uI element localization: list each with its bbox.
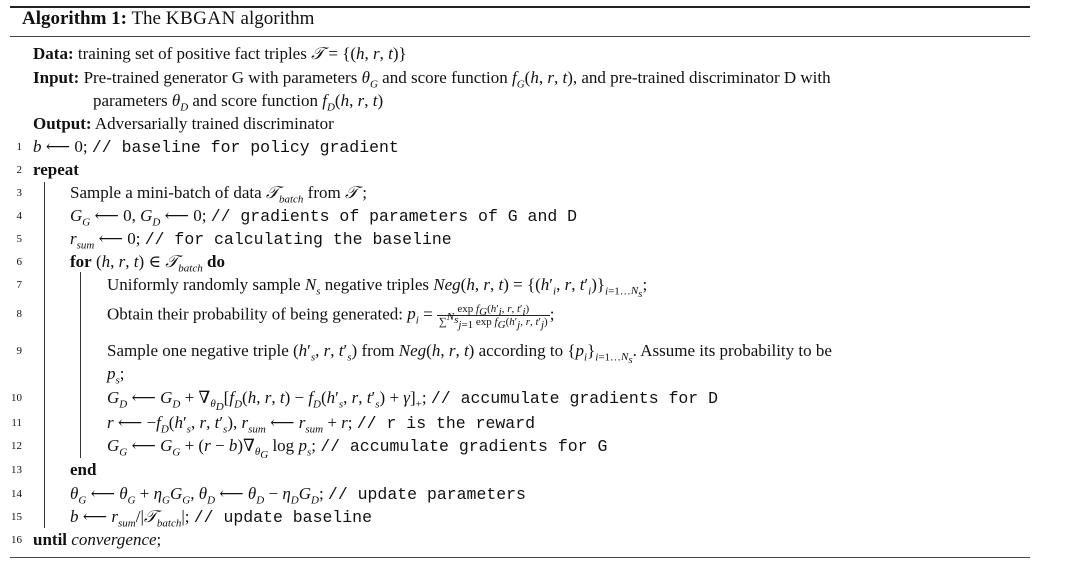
line-number: 9 [16, 345, 22, 357]
sample-one-text: Sample one negative triple [107, 341, 289, 360]
title-rule [10, 36, 1030, 37]
input-text-1c: , and pre-trained discriminator D with [572, 68, 831, 87]
algorithm-title [22, 8, 314, 30]
output-text: Adversarially trained discriminator [94, 114, 334, 133]
according-to-text: according to [478, 341, 564, 360]
input-text-2a: parameters [93, 91, 168, 110]
algo-line-14: $\theta_G$ ⟵ $\theta_G + \eta_GG_G$, $\theta_D$ ⟵ $\theta_D - \eta_DG_D$; // update parameters [70, 484, 526, 507]
for-keyword: for [70, 252, 92, 271]
algo-line-1: b ⟵ 0; // baseline for policy gradient [33, 137, 399, 157]
repeat-keyword: repeat [33, 160, 79, 179]
title-suffix: algorithm [240, 8, 315, 29]
algorithm-label: Algorithm 1: [22, 8, 128, 29]
line-number: 2 [16, 164, 22, 176]
line-number: 6 [16, 256, 22, 268]
algo-line-5: $r_{sum}$ ⟵ 0; // for calculating the baseline [70, 229, 452, 252]
repeat-block-bar [44, 182, 45, 528]
data-line: Data: training set of positive fact triples 𝒯 = {(h, r, t)} [33, 44, 407, 64]
bottom-rule [10, 557, 1030, 558]
comment-accumulate-g: // accumulate gradients for G [320, 437, 608, 456]
input-keyword: Input: [33, 68, 80, 87]
line-number: 11 [11, 417, 22, 429]
line-number: 4 [16, 210, 22, 222]
algo-line-9-cont: $p_s$; [107, 364, 125, 387]
algo-line-2 [33, 160, 79, 180]
data-text: training set of positive fact triples [77, 44, 307, 63]
line-number: 16 [11, 534, 22, 546]
assume-prob-text: . Assume its probability to be [632, 341, 832, 360]
probability-fraction: $\frac{\exp f_G(h'_i, r, t'_i)}{\sum^{N_s}_{j=1} \exp f_G(h'_j, r, t'_j)}$ [438, 303, 548, 332]
algo-line-3: Sample a mini-batch of data 𝒯$_{batch}$ from 𝒯 ; [70, 183, 367, 206]
line-number: 3 [16, 187, 22, 199]
algo-line-8: Obtain their probability of being generated: $p_i$ = $\frac{\exp f_G(h'_i, r, t'_i)}{\sum^{N_s}_{j=1} \exp f_G(h'_j, r, t'_j)}$ ; [107, 303, 555, 332]
uniform-sample-text: Uniformly randomly sample [107, 275, 301, 294]
comment-gradients: // gradients of parameters of G and D [210, 207, 578, 226]
input-text-1a: Pre-trained generator G with parameters [83, 68, 358, 87]
line-number: 15 [11, 511, 22, 523]
algorithm-name: KBGAN [165, 8, 236, 29]
input-line-2: parameters $\theta_D$ and score function $f_D(h$, r, t) [93, 91, 384, 114]
comment-reward: // r is the reward [356, 414, 536, 433]
sample-minibatch-text: Sample a mini-batch of data [70, 183, 262, 202]
convergence-text: convergence [71, 530, 157, 549]
line-number: 1 [16, 141, 22, 153]
line-number: 5 [16, 233, 22, 245]
line-number: 14 [11, 488, 22, 500]
data-keyword: Data: [33, 44, 74, 63]
algo-line-7: Uniformly randomly sample $N_s$ negative triples Neg(h, r, $t) = \{(h'_i$, r, $t'_i)\}_{i=1\dots N_s}$; [107, 275, 648, 301]
line-number: 8 [16, 308, 22, 320]
comment-baseline: // baseline for policy gradient [91, 138, 399, 157]
line-number: 10 [11, 392, 22, 404]
do-keyword: do [206, 252, 225, 271]
algo-line-13 [70, 460, 96, 480]
algo-line-4: $G_G$ ⟵ 0, $G_D$ ⟵ 0; // gradients of parameters of G and D [70, 206, 578, 229]
algo-line-11: r ⟵ $-f_D(h'_s$, r, $t'_s$), $r_{sum}$ ⟵ $r_{sum} + r$; // r is the reward [107, 413, 536, 436]
line-number: 13 [11, 464, 22, 476]
comment-accumulate-d: // accumulate gradients for D [430, 389, 719, 408]
algo-line-15: b ⟵ $r_{sum}/|𝒯_{batch}|$; // update baseline [70, 507, 372, 530]
line-number: 7 [16, 279, 22, 291]
comment-update-params: // update parameters [327, 485, 526, 504]
algo-line-16: until convergence; [33, 530, 162, 549]
input-text-2b: and score function [192, 91, 318, 110]
obtain-prob-text: Obtain their probability of being generated: [107, 304, 403, 324]
comment-update-baseline: // update baseline [193, 508, 372, 527]
title-prefix: The [131, 8, 161, 29]
algo-line-12: $G_G$ ⟵ $G_G + (r - b)\nabla_{\theta_G}$ $\log p_s$; // accumulate gradients for G [107, 436, 608, 462]
algo-line-10: $G_D$ ⟵ $G_D + \nabla_{\theta_D}[f_D(h$, r, $t) - f_D(h'_s$, r, $t'_s) + \gamma]_+$; // accumulate gradients for D [107, 388, 719, 414]
algo-line-6: for (h, r, t) ∈ 𝒯$_{batch}$ do [70, 252, 225, 275]
output-line [33, 114, 334, 134]
negative-triples-text: negative triples [324, 275, 430, 294]
end-keyword: end [70, 460, 97, 479]
comment-calc-baseline: // for calculating the baseline [144, 230, 452, 249]
input-line-1: Input: Pre-trained generator G with parameters $\theta_G$ and score function $f_G(h$, r, t), and pre-trained discriminator D with [33, 68, 831, 91]
output-keyword: Output: [33, 114, 92, 133]
input-text-1b: and score function [382, 68, 508, 87]
algo-line-9: Sample one negative triple ($h'_s$, r, $t'_s$) from Neg(h, r, t) according to $\{p_i\}_{i=1\dots N_s}$. Assume its probability to be [107, 341, 832, 367]
until-keyword: until [33, 530, 68, 549]
from-text-2: from [361, 341, 395, 360]
from-text: from [307, 183, 341, 202]
for-block-bar [80, 272, 81, 458]
line-number: 12 [11, 440, 22, 452]
